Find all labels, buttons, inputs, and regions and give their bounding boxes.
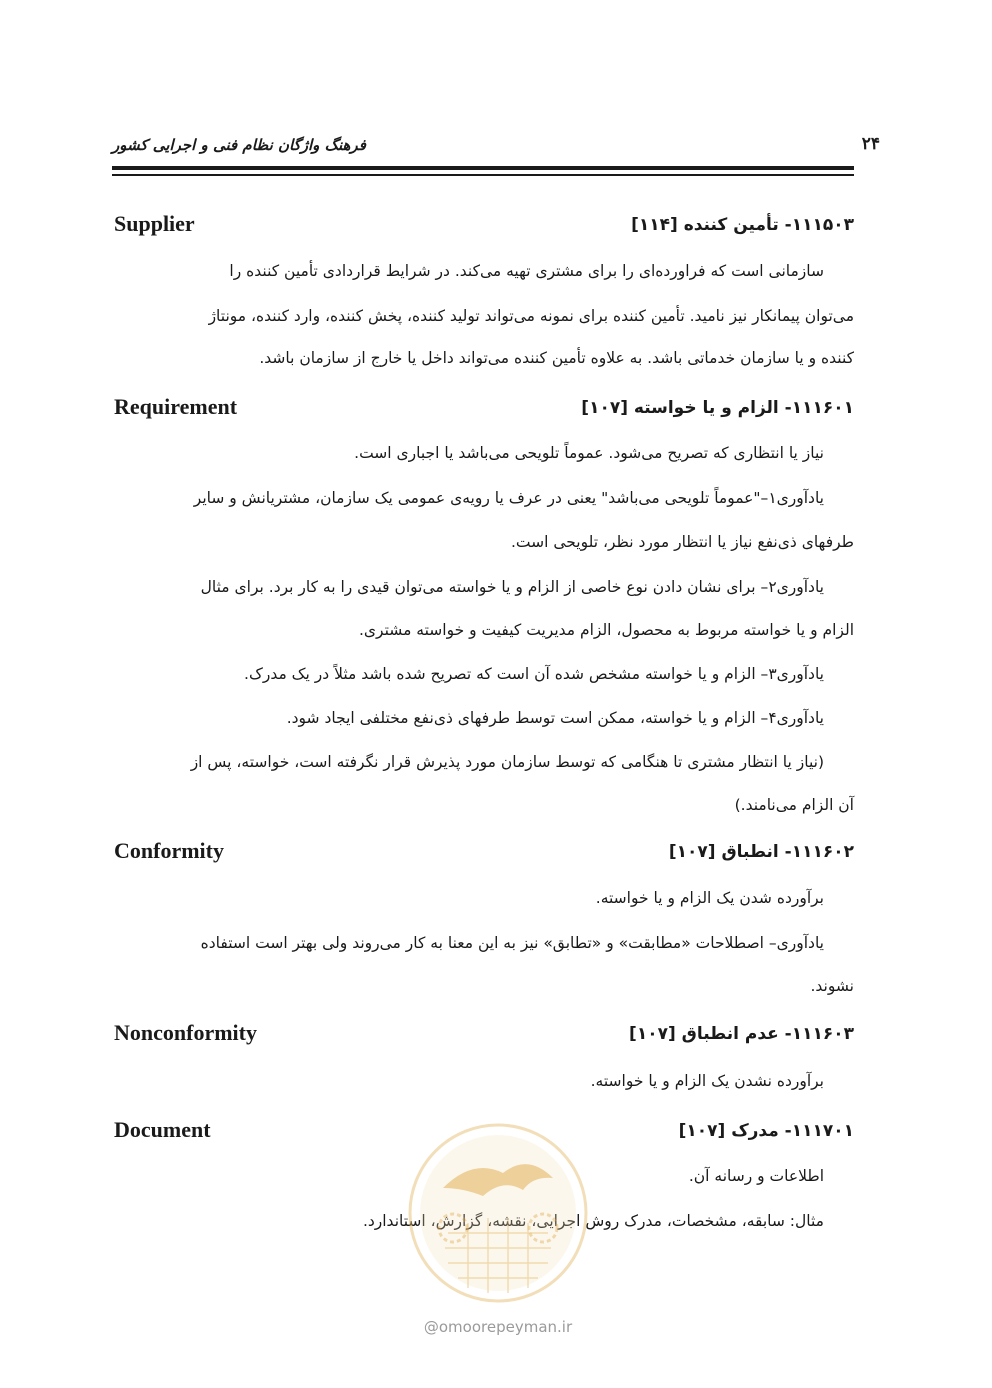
definition-line: سازمانی است که فراورده‌ای را برای مشتری تهیه می‌کند. در شرایط قراردادی تأمین کننده را	[229, 262, 824, 280]
note-line: (نیاز یا انتظار مشتری تا هنگامی که توسط سازمان مورد پذیرش قرار نگرفته است، خواسته، پس از	[190, 753, 824, 771]
note-line: یادآوری۲– برای نشان دادن نوع خاصی از الزام و یا خواسته می‌توان قیدی را به کار برد. برای مثال	[200, 578, 824, 596]
definition-line: کننده و یا سازمان خدماتی باشد. به علاوه تأمین کننده می‌تواند داخل یا خارج از سازمان باشد.	[259, 349, 854, 367]
term-persian: ۱۱۱۶۰۳- عدم انطباق [۱۰۷]	[629, 1024, 854, 1044]
note-line: یادآوری– اصطلاحات «مطابقت» و «تطابق» نیز به این معنا به کار می‌روند ولی بهتر است استفاده	[200, 934, 824, 952]
term-english: Document	[114, 1117, 211, 1142]
term-english: Nonconformity	[114, 1020, 257, 1045]
term-persian: ۱۱۱۶۰۲- انطباق [۱۰۷]	[668, 842, 854, 862]
page-number: ۲۴	[861, 134, 880, 154]
term-persian: ۱۱۱۶۰۱- الزام و یا خواسته [۱۰۷]	[581, 398, 854, 418]
note-line: یادآوری۱–"عموماً تلویحی می‌باشد" یعنی در عرف یا رویه‌ی عمومی یک سازمان، مشتریانش و سایر	[193, 489, 824, 507]
watermark-logo	[403, 1118, 593, 1308]
term-persian: ۱۱۱۷۰۱- مدرک [۱۰۷]	[678, 1121, 854, 1141]
watermark-url: @omoorepeyman.ir	[423, 1318, 573, 1336]
definition-line: اطلاعات و رسانه آن.	[688, 1167, 824, 1185]
definition-line: نیاز یا انتظاری که تصریح می‌شود. عموماً تلویحی می‌باشد یا اجباری است.	[354, 444, 824, 462]
note-line: الزام و یا خواسته مربوط به محصول، الزام مدیریت کیفیت و خواسته مشتری.	[358, 621, 854, 639]
term-english: Supplier	[114, 211, 195, 236]
running-header-title: فرهنگ واژگان نظام فنی و اجرایی کشور	[112, 136, 366, 154]
note-line: طرفهای ذی‌نفع نیاز یا انتظار مورد نظر، تلویحی است.	[510, 533, 854, 551]
definition-line: برآورده نشدن یک الزام و یا خواسته.	[590, 1072, 824, 1090]
example-line: مثال: سابقه، مشخصات، مدرک روش اجرایی، نقشه، گزارش، استاندارد.	[362, 1212, 824, 1230]
note-line: آن الزام می‌نامند.)	[734, 796, 854, 814]
entry-supplier-heading	[112, 211, 854, 247]
definition-line: برآورده شدن یک الزام و یا خواسته.	[595, 889, 824, 907]
entry-nonconformity-heading	[112, 1020, 854, 1056]
entry-requirement-heading	[112, 394, 854, 430]
note-line: یادآوری۳– الزام و یا خواسته مشخص شده آن است که تصریح شده باشد مثلاً در یک مدرک.	[244, 665, 824, 683]
term-english: Requirement	[114, 394, 238, 419]
term-english: Conformity	[114, 838, 224, 863]
note-line: یادآوری۴– الزام و یا خواسته، ممکن است توسط طرفهای ذی‌نفع مختلفی ایجاد شود.	[286, 709, 824, 727]
definition-line: می‌توان پیمانکار نیز نامید. تأمین کننده برای نمونه می‌تواند تولید کننده، پخش کننده، وارد کننده، مونتاژ	[208, 307, 854, 325]
header-rule-thin	[112, 174, 854, 176]
header-rule-thick	[112, 166, 854, 170]
entry-conformity-heading	[112, 838, 854, 874]
note-line: نشوند.	[810, 977, 854, 995]
term-persian: ۱۱۱۵۰۳- تأمین کننده [۱۱۴]	[631, 215, 854, 235]
